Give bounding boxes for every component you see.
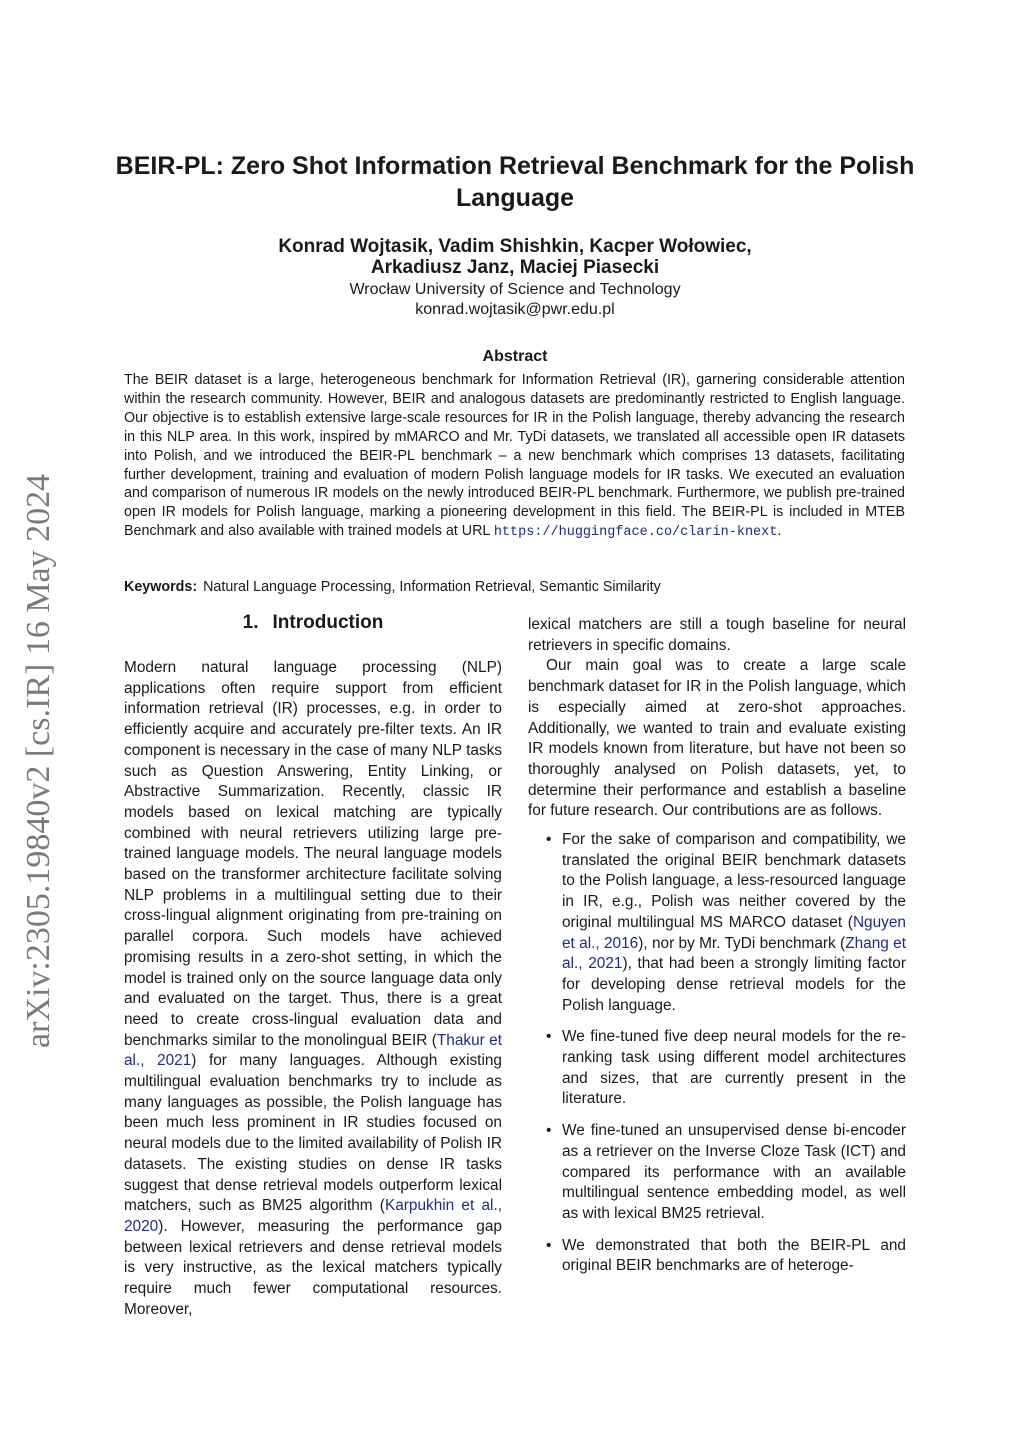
abstract-body	[124, 371, 905, 543]
bullet-icon: •	[546, 831, 552, 849]
abstract-heading: Abstract	[482, 348, 548, 365]
intro-paragraph-1	[124, 658, 502, 1321]
section-number: 1.	[242, 612, 259, 633]
contribution-1-text-b: ), nor by Mr. TyDi benchmark (	[638, 934, 846, 952]
contribution-1-text-c: ), that had been a strongly limiting factor for developing dense retrieval models for the Polish language.	[562, 955, 906, 1014]
affiliation: Wrocław University of Science and Technology	[349, 281, 681, 298]
bullet-icon: •	[546, 1028, 552, 1046]
email[interactable]: konrad.wojtasik@pwr.edu.pl	[415, 301, 615, 318]
citation-zhang[interactable]: Zhang et al., 2021	[562, 934, 906, 973]
abstract-text: The BEIR dataset is a large, heterogeneous benchmark for Information Retrieval (IR), garnering considerable attention within the research community. However, BEIR and analogous datasets are predominantly restricted to English language. Our objective is to establish extensive large-scale resources for IR in the Polish language, thereby advancing the research in this NLP area. In this work, inspired by mMARCO and Mr. TyDi datasets, we translated all accessible open IR datasets into Polish, and we introduced the BEIR-PL benchmark – a new benchmark which comprises 13 datasets, facilitating further development, training and evaluation of modern Polish language models for IR tasks. We executed an evaluation and comparison of numerous IR models on the newly introduced BEIR-PL benchmark. Furthermore, we publish pre-trained open IR models for Polish language, marking a pioneering development in this field. The BEIR-PL is included in MTEB Benchmark and also available with trained models at URL	[124, 372, 905, 540]
arxiv-identifier: arXiv:2305.19840v2 [cs.IR] 16 May 2024	[20, 473, 57, 1048]
left-column	[124, 658, 502, 1321]
intro-paragraph-continued: lexical matchers are still a tough baseline for neural retrievers in specific domains.	[528, 616, 906, 654]
authors-line-1: Konrad Wojtasik, Vadim Shishkin, Kacper Wołowiec,	[278, 236, 752, 257]
intro-paragraph-2: Our main goal was to create a large scale benchmark dataset for IR in the Polish language, which is especially aimed at zero-shot approaches. Additionally, we wanted to train and evaluate existing IR models known from literature, but have not been so thoroughly analysed on Polish datasets, yet, to determine their performance and establish a baseline for future research. Our contributions are as follows.	[528, 657, 906, 820]
paper-title: BEIR-PL: Zero Shot Information Retrieval Benchmark for the Polish Language	[115, 152, 915, 212]
intro-p1-text-a: Modern natural language processing (NLP) applications often require support from efficient information retrieval (IR) processes, e.g. in order to efficiently acquire and accurately pre-filter texts. An IR component is necessary in the case of many NLP tasks such as Question Answering, Entity Linking, or Abstractive Summarization. Recently, classic IR models based on lexical matching are typically combined with neural retrievers utilizing large pre-trained language models. The neural language models based on the transformer architecture facilitate solving NLP problems in a multilingual setting due to their cross-lingual alignment originating from pre-training on parallel corpora. Such models have achieved promising results in a zero-shot setting, in which the model is trained only on the source language data only and evaluated on the target. Thus, there is a great need to create cross-lingual evaluation data and benchmarks similar to the monolingual BEIR (	[124, 659, 502, 1049]
contribution-4-text: We demonstrated that both the BEIR-PL and original BEIR benchmarks are of heteroge-	[562, 1236, 906, 1275]
authors	[115, 236, 915, 278]
contribution-3-text: We fine-tuned an unsupervised dense bi-encoder as a retriever on the Inverse Cloze Task (ICT) and compared its performance with an available multilingual sentence embedding model, as well as with lexical BM25 retrieval.	[562, 1122, 906, 1222]
keywords-label: Keywords:	[124, 579, 198, 595]
intro-p1-text-c: ). However, measuring the performance gap between lexical retrievers and dense retrieval models is very instructive, as the lexical matchers typically require much fewer computational resources. Moreover,	[124, 1217, 502, 1318]
list-item	[528, 830, 906, 1016]
citation-thakur[interactable]: Thakur et al., 2021	[124, 1031, 502, 1070]
abstract-end: .	[777, 523, 782, 540]
citation-karpukhin[interactable]: Karpukhin et al., 2020	[124, 1197, 502, 1235]
citation-nguyen[interactable]: Nguyen et al., 2016	[562, 913, 906, 952]
intro-p1-text-b: ) for many languages. Although existing multilingual evaluation benchmarks try to include as many languages as possible, the Polish language has been much less prominent in IR studies focused on neural models due to the limited availability of Polish IR datasets. The existing studies on dense IR tasks suggest that dense retrieval models outperform lexical matchers, such as BM25 algorithm (	[124, 1052, 502, 1215]
affiliation-block	[115, 280, 915, 320]
contribution-1-text-a: For the sake of comparison and compatibility, we translated the original BEIR benchmark datasets to the Polish language, a less-resourced language in IR, e.g., Polish was neither covered by the original multilingual MS MARCO dataset (	[562, 831, 906, 931]
section-title: Introduction	[272, 612, 384, 633]
list-item	[528, 1236, 906, 1277]
contributions-list	[528, 830, 906, 1277]
keywords	[124, 578, 905, 596]
bullet-icon: •	[546, 1236, 552, 1254]
list-item	[528, 1027, 906, 1110]
keywords-text: Natural Language Processing, Information Retrieval, Semantic Similarity	[203, 579, 661, 595]
authors-line-2: Arkadiusz Janz, Maciej Piasecki	[370, 257, 660, 278]
list-item	[528, 1121, 906, 1225]
section-heading-introduction	[124, 612, 502, 634]
right-column	[528, 615, 906, 1288]
contribution-2-text: We fine-tuned five deep neural models for the re-ranking task using different model architectures and sizes, that are currently present in the literature.	[562, 1028, 906, 1108]
bullet-icon: •	[546, 1122, 552, 1140]
abstract-url-link[interactable]: https://huggingface.co/clarin-knext	[493, 525, 778, 541]
